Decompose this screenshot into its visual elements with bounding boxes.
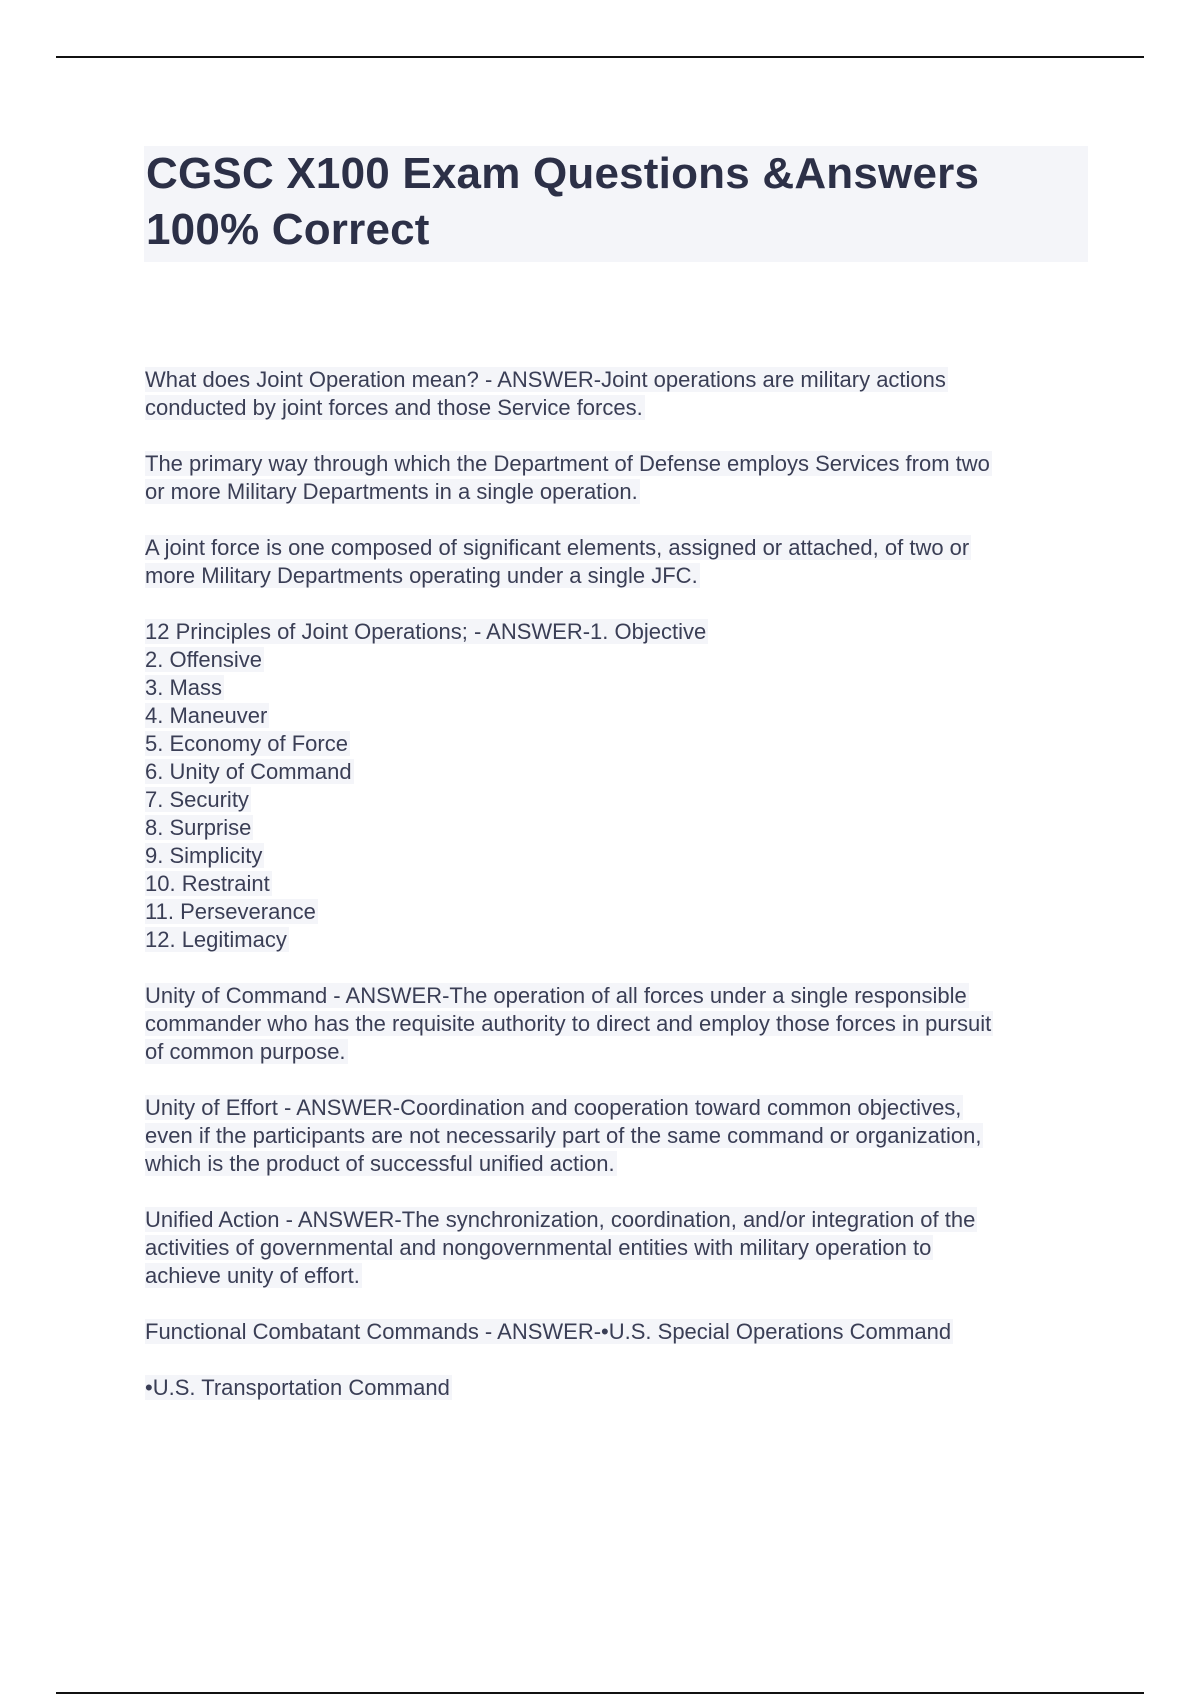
title-line: 100% Correct <box>146 205 430 254</box>
paragraph <box>145 534 1085 590</box>
list-item: 11. Perseverance <box>145 899 316 924</box>
paragraph <box>145 982 1085 1066</box>
list-item: 5. Economy of Force <box>145 731 348 756</box>
text-line: which is the product of successful unified action. <box>145 1151 615 1176</box>
paragraph <box>145 1374 1085 1402</box>
list-item: 4. Maneuver <box>145 703 268 728</box>
paragraph <box>145 1094 1085 1178</box>
text-line: 12 Principles of Joint Operations; - ANSWER-1. Objective <box>145 619 707 644</box>
list-item: 12. Legitimacy <box>145 927 287 952</box>
text-line: even if the participants are not necessarily part of the same command or organization, <box>145 1123 982 1148</box>
document-body <box>145 366 1085 1430</box>
list-item: 8. Surprise <box>145 815 252 840</box>
title-line: CGSC X100 Exam Questions &Answers <box>146 149 980 198</box>
text-line: •U.S. Transportation Command <box>145 1375 450 1400</box>
text-line: commander who has the requisite authority to direct and employ those forces in pursuit <box>145 1011 992 1036</box>
paragraph <box>145 366 1085 422</box>
paragraph <box>145 1206 1085 1290</box>
list-item: 2. Offensive <box>145 647 262 672</box>
text-line: or more Military Departments in a single operation. <box>145 479 638 504</box>
text-line: Unified Action - ANSWER-The synchronization, coordination, and/or integration of the <box>145 1207 976 1232</box>
bottom-rule <box>56 1692 1144 1694</box>
list-item: 3. Mass <box>145 675 223 700</box>
title-block <box>144 146 1088 262</box>
text-line: Unity of Effort - ANSWER-Coordination and cooperation toward common objectives, <box>145 1095 962 1120</box>
document-title <box>146 146 1088 258</box>
list-item: 6. Unity of Command <box>145 759 352 784</box>
list-item: 10. Restraint <box>145 871 270 896</box>
text-line: The primary way through which the Department of Defense employs Services from two <box>145 451 990 476</box>
list-item: 7. Security <box>145 787 249 812</box>
paragraph <box>145 450 1085 506</box>
top-rule <box>56 56 1144 58</box>
text-line: achieve unity of effort. <box>145 1263 360 1288</box>
text-line: of common purpose. <box>145 1039 346 1064</box>
text-line: A joint force is one composed of significant elements, assigned or attached, of two or <box>145 535 970 560</box>
text-line: What does Joint Operation mean? - ANSWER-Joint operations are military actions <box>145 367 946 392</box>
text-line: conducted by joint forces and those Service forces. <box>145 395 643 420</box>
list-item: 9. Simplicity <box>145 843 263 868</box>
text-line: Functional Combatant Commands - ANSWER-•U.S. Special Operations Command <box>145 1319 952 1344</box>
text-line: more Military Departments operating under a single JFC. <box>145 563 698 588</box>
principles-list <box>145 618 1085 954</box>
text-line: Unity of Command - ANSWER-The operation of all forces under a single responsible <box>145 983 967 1008</box>
paragraph <box>145 1318 1085 1346</box>
text-line: activities of governmental and nongovernmental entities with military operation to <box>145 1235 932 1260</box>
